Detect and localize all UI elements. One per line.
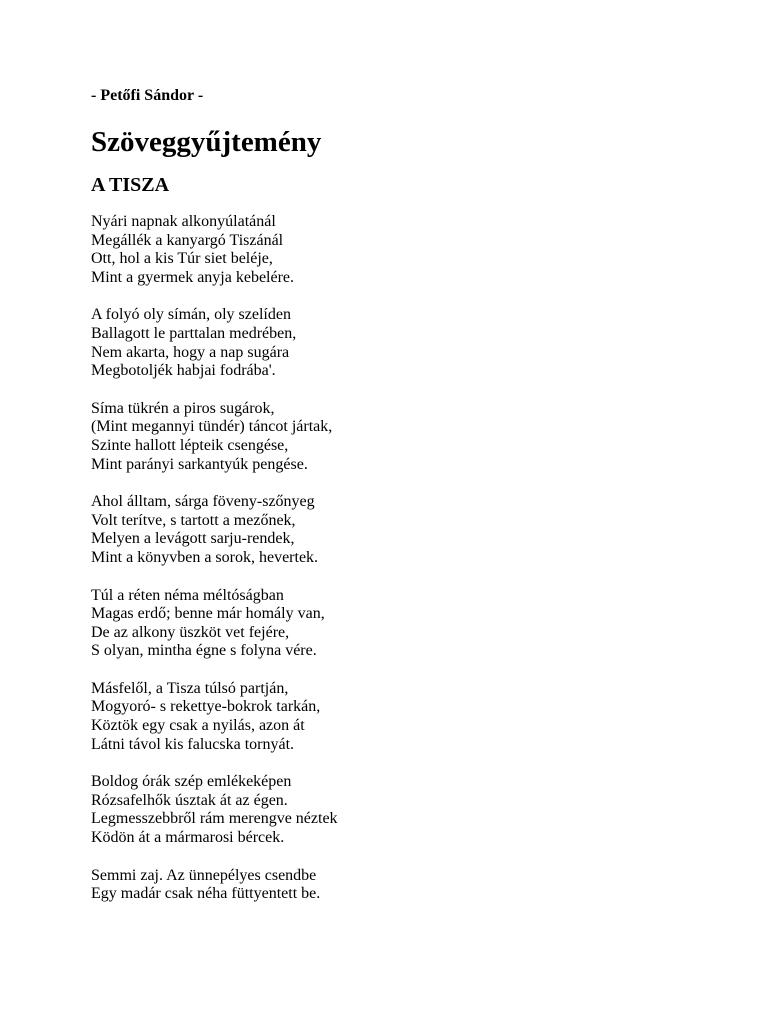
poem-line: (Mint megannyi tündér) táncot jártak, xyxy=(91,418,333,436)
poem-line: Melyen a levágott sarju-rendek, xyxy=(91,530,295,548)
poem-line: Mint parányi sarkantyúk pengése. xyxy=(91,455,308,473)
poem-line: Síma tükrén a piros sugárok, xyxy=(91,399,275,417)
poem-line: Ködön át a mármarosi bércek. xyxy=(91,829,285,847)
document-page xyxy=(91,86,731,923)
stanza-2 xyxy=(91,306,731,380)
poem-line: Mogyoró- s rekettye-bokrok tarkán, xyxy=(91,698,321,716)
poem-line: Megállék a kanyargó Tiszánál xyxy=(91,231,284,249)
poem-line: Rózsafelhők úsztak át az égen. xyxy=(91,791,288,809)
poem-line: Mint a gyermek anyja kebelére. xyxy=(91,268,295,286)
poem-line: Mint a könyvben a sorok, hevertek. xyxy=(91,548,319,566)
poem-line: Boldog órák szép emlékeképen xyxy=(91,773,292,791)
poem-line: De az alkony üszköt vet fejére, xyxy=(91,623,290,641)
poem-line: Megbotoljék habjai fodrába'. xyxy=(91,362,276,380)
stanza-3 xyxy=(91,400,731,474)
poem-line: Nyári napnak alkonyúlatánál xyxy=(91,213,276,230)
poem-line: Nem akarta, hogy a nap sugára xyxy=(91,343,290,361)
poem-line: Köztök egy csak a nyilás, azon át xyxy=(91,717,305,735)
collection-title: Szöveggyűjtemény xyxy=(91,126,322,158)
poem-line: A folyó oly símán, oly szelíden xyxy=(91,306,291,324)
poem-body xyxy=(91,213,731,904)
poem-line: Legmesszebbről rám merengve néztek xyxy=(91,810,338,828)
poem-line: Ahol álltam, sárga föveny-szőnyeg xyxy=(91,493,315,511)
stanza-6 xyxy=(91,680,731,754)
stanza-7 xyxy=(91,773,731,847)
poem-line: Túl a réten néma méltóságban xyxy=(91,586,284,604)
author-line: - Petőfi Sándor - xyxy=(91,87,204,104)
poem-line: Egy madár csak néha füttyentett be. xyxy=(91,885,321,903)
poem-line: Szinte hallott lépteik csengése, xyxy=(91,436,289,454)
stanza-4 xyxy=(91,493,731,567)
poem-line: S olyan, mintha égne s folyna vére. xyxy=(91,642,317,660)
poem-line: Ballagott le parttalan medrében, xyxy=(91,324,297,342)
poem-line: Magas erdő; benne már homály van, xyxy=(91,605,325,623)
poem-line: Semmi zaj. Az ünnepélyes csendbe xyxy=(91,866,317,884)
poem-line: Ott, hol a kis Túr siet beléje, xyxy=(91,250,273,268)
poem-title: A TISZA xyxy=(91,174,170,196)
poem-line: Látni távol kis falucska tornyát. xyxy=(91,735,295,753)
stanza-8 xyxy=(91,867,731,904)
poem-line: Másfelől, a Tisza túlsó partján, xyxy=(91,679,289,697)
stanza-5 xyxy=(91,587,731,661)
stanza-1 xyxy=(91,213,731,287)
poem-line: Volt terítve, s tartott a mezőnek, xyxy=(91,511,296,529)
